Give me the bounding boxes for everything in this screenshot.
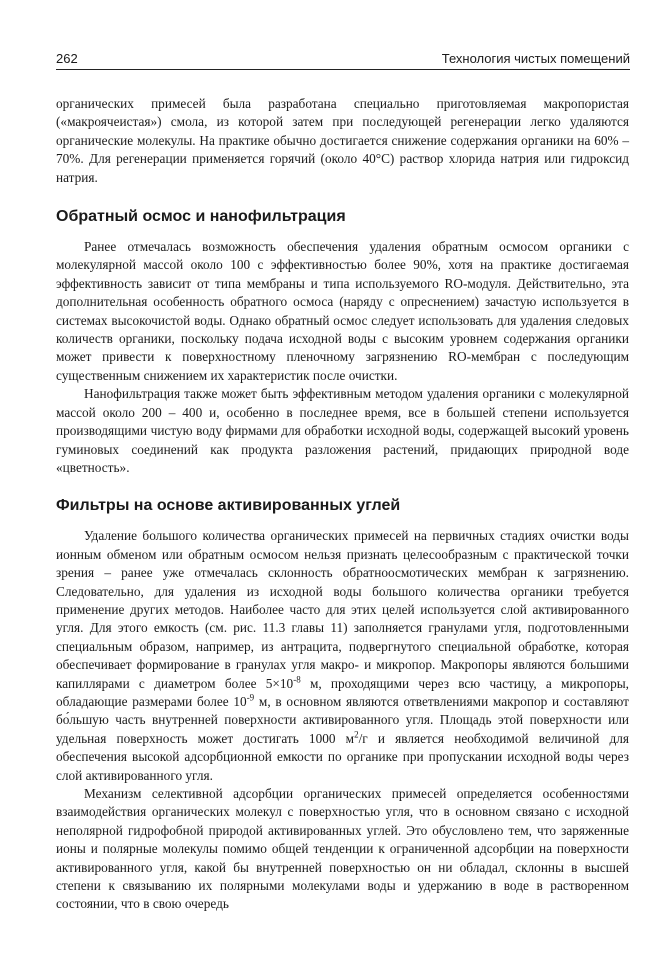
paragraph-activated-carbon: Удаление большого количества органических примесей на первичных стадиях очистки воды ионным обменом или обратным осмосом нельзя признать целесообразным с практической точки зрения – ранее уже отмечалась склонность обратноосмотических мембран к загрязнению. Следовательно, для удаления из исходной воды большого количества органики требуется применение других методов. Наиболее часто для этих целей используется слой активированного угля. Для этого емкость (см. рис. 11.3 главы 11) заполняется гранулами угля, подготовленными специальным образом, например, из антрацита, подвергнутого специальной обработке, которая обеспечивает формирование в гранулах угля макро- и микропор. Макропоры являются большими капиллярами с диаметром более $5\times 10^{-8}$ м, проходящими через всю частицу, а микропоры, обладающие размерами более $10^{-9}$ м, в основном являются ответвлениями макропор и составляют бо́льшую часть внутренней поверхности активированного угля. Площадь этой поверхности или удельная поверхность может достигать 1000 $м^2/г$ и является необходимой величиной для обеспечения высокой адсорбционной емкости по органике при пропускании исходной воды через слой активированного угля.	[56, 528, 629, 783]
exponent: -9	[246, 692, 255, 703]
exponent: 2	[354, 729, 359, 740]
paragraph-nanofiltration: Нанофильтрация также может быть эффективным методом удаления органики с молекулярной массой около 200 – 400 и, особенно в последнее время, все в большей степени используется производящими чистую воду фирмами для обработки исходной воды, содержащей высокий уровень гуминовых соединений как продукта разложения растений, придающих природной воде «цветность».	[56, 386, 629, 475]
section-heading-reverse-osmosis: Обратный осмос и нанофильтрация	[56, 208, 346, 226]
running-header	[56, 49, 630, 70]
section-heading-activated-carbon: Фильтры на основе активированных углей	[56, 497, 401, 515]
exponent: -8	[293, 674, 301, 685]
paragraph-adsorption-mechanism: Механизм селективной адсорбции органических примесей определяется особенностями взаимодействия органических молекул с поверхностью угля, что в основном связано с исходной неполярной гидрофобной природой активированных углей. Это обусловлено тем, что заряженные ионы и полярные молекулы помимо общей тенденции к ограниченной адсорбции на поверхности активированного угля, какой бы внутренней поверхностью он ни обладал, склонны в высшей степени к связыванию их полярными молекулами воды и удержанию в воде в растворенном состоянии, что в свою очередь	[56, 786, 629, 912]
page-number: 262	[56, 51, 78, 66]
page-body	[56, 95, 629, 914]
intro-paragraph: органических примесей была разработана специально приготовляемая макропористая («макроячеистая») смола, из которой затем при последующей регенерации легко удаляются органические молекулы. На практике обычно достигается снижение содержания органики на 60% – 70%. Для регенерации применяется горячий (около 40°С) раствор хлорида натрия или гидроксид натрия.	[56, 96, 629, 185]
paragraph-reverse-osmosis: Ранее отмечалась возможность обеспечения удаления обратным осмосом органики с молекулярной массой около 100 с эффективностью более 90%, хотя на практике достигаемая эффективность зависит от типа мембраны и типа используемого RO-модуля. Действительно, эта дополнительная особенность обратного осмоса (наряду с опреснением) зачастую используется в системах высокочистой воды. Однако обратный осмос следует использовать для удаления следовых количеств органики, поскольку подача исходной воды с высоким уровнем содержания органики может привести к поверхностному пленочному загрязнению RO-мембран с последующим существенным снижением их характеристик после очистки.	[56, 239, 629, 383]
running-title: Технология чистых помещений	[441, 51, 630, 66]
